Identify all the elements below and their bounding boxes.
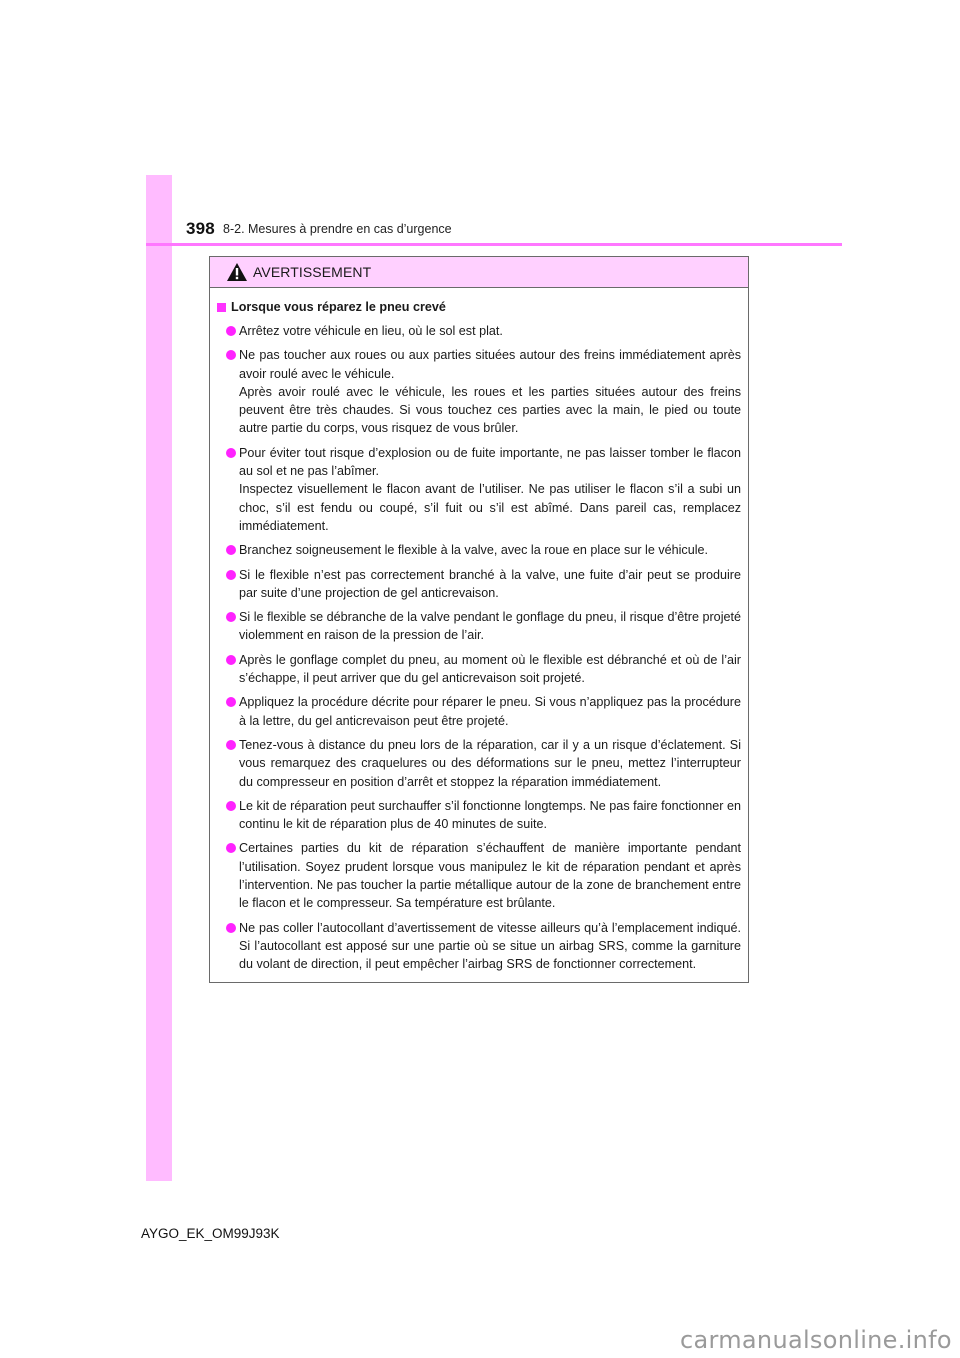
warning-list-item <box>217 651 741 688</box>
round-bullet-icon <box>226 612 236 622</box>
warning-header <box>210 257 748 288</box>
warning-list-item <box>217 839 741 912</box>
round-bullet-icon <box>226 655 236 665</box>
warning-item-text: Ne pas toucher aux roues ou aux parties situées autour des freins immédiatement après avoir roulé avec le véhicule. <box>239 348 741 381</box>
warning-item-text: Branchez soigneusement le flexible à la valve, avec la roue en place sur le véhicule. <box>239 543 709 558</box>
warning-body <box>210 288 748 974</box>
warning-title: AVERTISSEMENT <box>253 264 372 280</box>
warning-list-item <box>217 541 741 559</box>
round-bullet-icon <box>226 740 236 750</box>
warning-item-text: Pour éviter tout risque d’explosion ou de fuite importante, ne pas laisser tomber le flacon au sol et ne pas l’abîmer. <box>239 445 741 479</box>
warning-item-text: Après avoir roulé avec le véhicule, les roues et les parties situées autour des freins peuvent être très chaudes. Si vous touchez ces parties avec la main, le pied ou toute autre partie du corps, vous risquez de vous brûler. <box>239 384 741 436</box>
round-bullet-icon <box>226 843 236 853</box>
round-bullet-icon <box>226 697 236 707</box>
warning-list <box>217 322 741 974</box>
warning-list-item <box>217 693 741 730</box>
chapter-side-band <box>146 175 172 1181</box>
round-bullet-icon <box>226 570 236 580</box>
section-title: 8-2. Mesures à prendre en cas d’urgence <box>223 222 452 236</box>
warning-item-text: Tenez-vous à distance du pneu lors de la réparation, car il y a un risque d’éclatement. Si vous remarquez des craquelures ou des déformations sur le pneu, mettez l’interrupteur du compresseur en position d’arrêt et stoppez la réparation immédiatement. <box>239 737 741 789</box>
warning-item-text: Si le flexible se débranche de la valve pendant le gonflage du pneu, il risque d’être projeté violemment en raison de la pression de l’air. <box>239 610 741 643</box>
warning-list-item <box>217 566 741 603</box>
warning-item-text: Arrêtez votre véhicule en lieu, où le sol est plat. <box>239 324 503 338</box>
header-divider <box>146 243 842 246</box>
round-bullet-icon <box>226 326 236 336</box>
document-code: AYGO_EK_OM99J93K <box>141 1226 280 1241</box>
warning-item-text: Le kit de réparation peut surchauffer s’il fonctionne longtemps. Ne pas faire fonctionner en continu le kit de réparation plus de 40 minutes de suite. <box>239 798 741 832</box>
warning-item-text: Certaines parties du kit de réparation s’échauffent de manière importante pendant l’utilisation. Soyez prudent lorsque vous manipulez le kit de réparation pendant et après l’intervention. Ne pas toucher la partie métallique autour de la zone de branchement entre le flacon et le compresseur. Sa température est brûlante. <box>239 841 741 911</box>
round-bullet-icon <box>226 350 236 360</box>
warning-heading <box>217 298 741 316</box>
warning-item-text: Inspectez visuellement le flacon avant de l’utiliser. Ne pas utiliser le flacon s’il a subi un choc, s’il est fendu ou coupé, s’il fuit ou s’il est abîmé. Dans pareil cas, remplacez immédiatement. <box>239 482 741 533</box>
page-number: 398 <box>186 219 215 238</box>
warning-box <box>209 256 749 983</box>
warning-triangle-icon <box>227 263 247 281</box>
warning-list-item <box>217 736 741 791</box>
round-bullet-icon <box>226 923 236 933</box>
warning-item-text: Ne pas coller l’autocollant d’avertissement de vitesse ailleurs qu’à l’emplacement indiqué. Si l’autocollant est apposé sur une partie où se situe un airbag SRS, comme la garniture du volant de direction, il peut empêcher l’airbag SRS de fonctionner correctement. <box>239 920 741 972</box>
square-bullet-icon <box>217 303 226 312</box>
warning-list-item <box>217 346 741 437</box>
round-bullet-icon <box>226 545 236 555</box>
round-bullet-icon <box>226 448 236 458</box>
warning-list-item <box>217 608 741 645</box>
warning-item-text: Après le gonflage complet du pneu, au moment où le flexible est débranché et où de l’air s’échappe, il peut arriver que du gel anticrevaison soit projeté. <box>239 652 741 686</box>
round-bullet-icon <box>226 801 236 811</box>
warning-list-item <box>217 444 741 535</box>
watermark: carmanualsonline.info <box>680 1326 952 1354</box>
warning-list-item <box>217 797 741 834</box>
warning-item-text: Si le flexible n’est pas correctement branché à la valve, une fuite d’air peut se produire par suite d’une projection de gel anticrevaison. <box>239 567 741 600</box>
warning-list-item <box>217 322 741 340</box>
warning-item-text: Appliquez la procédure décrite pour réparer le pneu. Si vous n’appliquez pas la procédure à la lettre, du gel anticrevaison peut être projeté. <box>239 695 741 728</box>
warning-heading-text: Lorsque vous réparez le pneu crevé <box>231 300 446 314</box>
warning-list-item <box>217 919 741 974</box>
